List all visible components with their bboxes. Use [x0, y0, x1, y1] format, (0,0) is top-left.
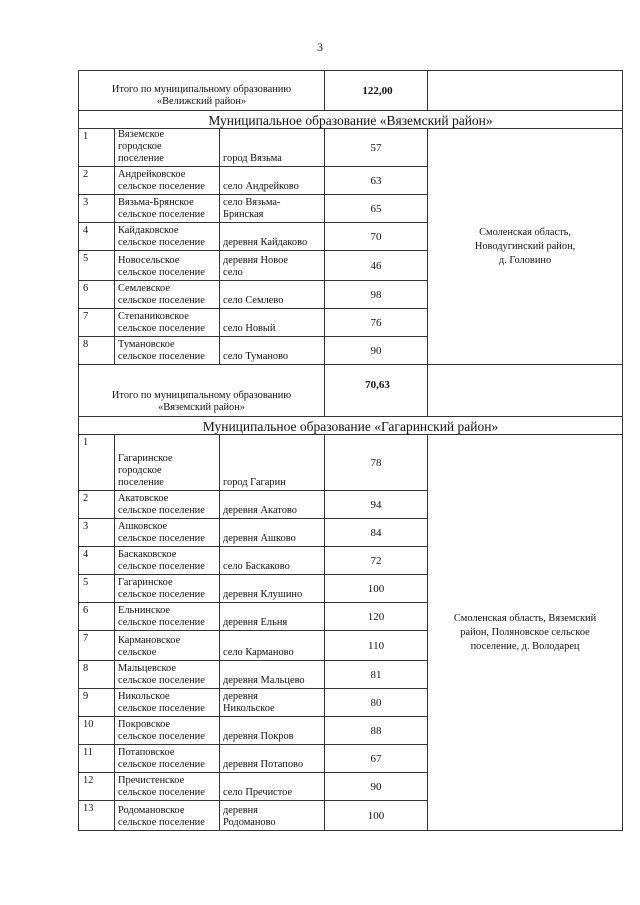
settlement-name-line: Никольское — [118, 691, 170, 702]
table-row — [79, 435, 623, 491]
total-label-line2: «Велижский район» — [156, 96, 247, 107]
locality-name-line: село Пречистое — [223, 787, 293, 798]
locality-name — [220, 745, 325, 773]
vyazma-location-line: д. Головино — [498, 254, 552, 266]
quantity-value: 100 — [325, 801, 428, 831]
total-value: 70,63 — [325, 365, 428, 417]
quantity-value: 67 — [325, 745, 428, 773]
locality-name-line: деревня Покров — [223, 731, 294, 742]
row-number: 5 — [79, 575, 115, 603]
locality-name-line: село Андрейково — [223, 181, 299, 192]
settlement-name-line: сельское поселение — [118, 787, 205, 798]
quantity-value: 72 — [325, 547, 428, 575]
locality-name-line: село Семлево — [223, 295, 284, 306]
row-number: 6 — [79, 603, 115, 631]
settlement-name-line: поселение — [118, 477, 164, 488]
quantity-value: 76 — [325, 309, 428, 337]
locality-name — [220, 661, 325, 689]
quantity-value: 81 — [325, 661, 428, 689]
locality-name — [220, 519, 325, 547]
settlement-name-line: сельское поселение — [118, 209, 205, 220]
row-number: 8 — [79, 661, 115, 689]
row-number: 9 — [79, 689, 115, 717]
row-number: 2 — [79, 167, 115, 195]
row-number: 8 — [79, 337, 115, 365]
row-number: 7 — [79, 309, 115, 337]
quantity-value: 90 — [325, 337, 428, 365]
settlement-name-line: сельское поселение — [118, 759, 205, 770]
row-number: 11 — [79, 745, 115, 773]
gagarin-header: Муниципальное образование «Гагаринский район» — [79, 417, 623, 435]
locality-name-line: село Вязьма- — [223, 197, 281, 208]
locality-name — [220, 337, 325, 365]
row-number: 1 — [79, 129, 115, 167]
locality-name — [220, 309, 325, 337]
locality-name-line: Родоманово — [223, 817, 276, 828]
row-number: 3 — [79, 519, 115, 547]
settlement-name-line: сельское поселение — [118, 731, 205, 742]
settlement-name-line: сельское — [118, 647, 157, 658]
vyazma-location-line: Новодугинский район, — [474, 240, 576, 252]
settlement-name — [115, 745, 220, 773]
table-row — [79, 129, 623, 167]
locality-name-line: деревня Потапово — [223, 759, 304, 770]
settlement-name — [115, 435, 220, 491]
settlement-name-line: сельское поселение — [118, 703, 205, 714]
locality-name — [220, 547, 325, 575]
total-label — [79, 71, 325, 111]
settlement-name — [115, 223, 220, 251]
settlement-name-line: Мальцевское — [118, 663, 176, 674]
row-number: 13 — [79, 801, 115, 831]
quantity-value: 90 — [325, 773, 428, 801]
locality-name-line: деревня Ельня — [223, 617, 288, 628]
gagarin-location-line: поселение, д. Володарец — [470, 640, 580, 652]
locality-name-line: Никольское — [223, 703, 275, 714]
settlement-name — [115, 547, 220, 575]
quantity-value: 88 — [325, 717, 428, 745]
quantity-value: 78 — [325, 435, 428, 491]
locality-name-line: деревня Новое — [223, 255, 289, 266]
locality-name-line: деревня — [223, 805, 258, 816]
locality-name — [220, 717, 325, 745]
settlement-name — [115, 603, 220, 631]
settlement-name-line: Потаповское — [118, 747, 175, 758]
settlement-name-line: Родомановское — [118, 805, 185, 816]
settlement-name-line: Покровское — [118, 719, 171, 730]
quantity-value: 110 — [325, 631, 428, 661]
locality-name — [220, 491, 325, 519]
gagarin-location-line: Смоленская область, Вяземский — [453, 612, 597, 624]
settlement-name — [115, 689, 220, 717]
quantity-value: 80 — [325, 689, 428, 717]
total-value: 122,00 — [325, 71, 428, 111]
settlement-name — [115, 309, 220, 337]
locality-name-line: Брянская — [223, 209, 264, 220]
quantity-value: 100 — [325, 575, 428, 603]
settlement-name — [115, 251, 220, 281]
gagarin-location — [428, 435, 623, 831]
row-number: 7 — [79, 631, 115, 661]
quantity-value: 70 — [325, 223, 428, 251]
settlement-name-line: Гагаринское — [118, 453, 173, 464]
settlement-name-line: сельское поселение — [118, 675, 205, 686]
locality-name-line: деревня Клушино — [223, 589, 303, 600]
vyazma-location-line: Смоленская область, — [479, 226, 571, 238]
settlement-name-line: Вяземское — [118, 129, 165, 140]
locality-name — [220, 773, 325, 801]
locality-name — [220, 689, 325, 717]
row-number: 6 — [79, 281, 115, 309]
settlement-name-line: Семлевское — [118, 283, 170, 294]
quantity-value: 98 — [325, 281, 428, 309]
settlement-name-line: городское — [118, 465, 162, 476]
settlement-name-line: Кармановское — [118, 635, 181, 646]
quantity-value: 94 — [325, 491, 428, 519]
settlement-name-line: Гагаринское — [118, 577, 173, 588]
locality-name — [220, 195, 325, 223]
settlement-name — [115, 281, 220, 309]
settlement-name — [115, 575, 220, 603]
row-number: 4 — [79, 547, 115, 575]
quantity-value: 84 — [325, 519, 428, 547]
locality-name — [220, 603, 325, 631]
locality-name — [220, 223, 325, 251]
settlement-name-line: Кайдаковское — [118, 225, 179, 236]
settlement-name-line: сельское поселение — [118, 295, 205, 306]
locality-name-line: село — [223, 267, 243, 278]
settlement-name — [115, 195, 220, 223]
settlement-name-line: сельское поселение — [118, 181, 205, 192]
page-number: 3 — [317, 40, 323, 54]
locality-name — [220, 801, 325, 831]
locality-name — [220, 435, 325, 491]
row-number: 10 — [79, 717, 115, 745]
row-number: 12 — [79, 773, 115, 801]
locality-name-line: город Гагарин — [223, 477, 286, 488]
settlement-name — [115, 631, 220, 661]
settlement-name-line: сельское поселение — [118, 817, 205, 828]
quantity-value: 46 — [325, 251, 428, 281]
gagarin-header-row — [79, 417, 623, 435]
locality-name — [220, 129, 325, 167]
total-label-line2: «Вяземский район» — [158, 402, 245, 413]
settlement-name — [115, 337, 220, 365]
total-label-line1: Итого по муниципальному образованию — [111, 390, 292, 401]
settlement-name-line: Степаниковское — [118, 311, 189, 322]
settlement-name-line: Новосельское — [118, 255, 180, 266]
settlement-name — [115, 129, 220, 167]
settlement-name-line: Вязьма-Брянское — [118, 197, 194, 208]
locality-name-line: город Вязьма — [223, 153, 282, 164]
quantity-value: 120 — [325, 603, 428, 631]
locality-name-line: село Баскаково — [223, 561, 290, 572]
row-number: 5 — [79, 251, 115, 281]
velizh-total-row — [79, 71, 623, 111]
settlement-name-line: Ашковское — [118, 521, 168, 532]
settlement-name — [115, 491, 220, 519]
settlement-name-line: сельское поселение — [118, 617, 205, 628]
settlement-name — [115, 167, 220, 195]
settlement-name-line: Пречистенское — [118, 775, 185, 786]
row-number: 2 — [79, 491, 115, 519]
settlement-name-line: сельское поселение — [118, 561, 205, 572]
locality-name — [220, 281, 325, 309]
locality-name-line: деревня Акатово — [223, 505, 297, 516]
quantity-value: 65 — [325, 195, 428, 223]
settlement-name-line: сельское поселение — [118, 533, 205, 544]
settlement-name-line: Баскаковское — [118, 549, 177, 560]
locality-name-line: деревня Мальцево — [223, 675, 305, 686]
settlement-name — [115, 519, 220, 547]
settlement-name-line: сельское поселение — [118, 237, 205, 248]
vyazma-header: Муниципальное образование «Вяземский район» — [79, 111, 623, 129]
settlements-table — [78, 70, 623, 831]
empty-cell — [428, 365, 623, 417]
vyazma-location — [428, 129, 623, 365]
settlement-name-line: поселение — [118, 153, 164, 164]
settlement-name-line: Ельнинское — [118, 605, 171, 616]
total-label-line1: Итого по муниципальному образованию — [111, 84, 292, 95]
vyazma-total-row — [79, 365, 623, 417]
settlement-name-line: сельское поселение — [118, 351, 205, 362]
table-body — [79, 71, 623, 831]
settlement-name-line: городское — [118, 141, 162, 152]
quantity-value: 57 — [325, 129, 428, 167]
settlement-name — [115, 717, 220, 745]
locality-name-line: село Новый — [223, 323, 276, 334]
settlement-name-line: сельское поселение — [118, 505, 205, 516]
vyazma-header-row — [79, 111, 623, 129]
settlement-name — [115, 773, 220, 801]
locality-name-line: деревня — [223, 691, 258, 702]
gagarin-location-line: район, Поляновское сельское — [460, 626, 590, 638]
settlement-name-line: Андрейковское — [118, 169, 186, 180]
locality-name-line: деревня Кайдаково — [223, 237, 308, 248]
row-number: 4 — [79, 223, 115, 251]
settlement-name — [115, 661, 220, 689]
empty-cell — [428, 71, 623, 111]
row-number: 1 — [79, 435, 115, 491]
quantity-value: 63 — [325, 167, 428, 195]
settlement-name — [115, 801, 220, 831]
locality-name — [220, 631, 325, 661]
total-label — [79, 365, 325, 417]
locality-name — [220, 167, 325, 195]
locality-name-line: село Карманово — [223, 647, 294, 658]
settlement-name-line: сельское поселение — [118, 323, 205, 334]
locality-name — [220, 575, 325, 603]
locality-name-line: село Туманово — [223, 351, 289, 362]
settlement-name-line: сельское поселение — [118, 267, 205, 278]
locality-name-line: деревня Ашково — [223, 533, 296, 544]
locality-name — [220, 251, 325, 281]
settlement-name-line: сельское поселение — [118, 589, 205, 600]
row-number: 3 — [79, 195, 115, 223]
settlement-name-line: Акатовское — [118, 493, 169, 504]
settlement-name-line: Тумановское — [118, 339, 175, 350]
